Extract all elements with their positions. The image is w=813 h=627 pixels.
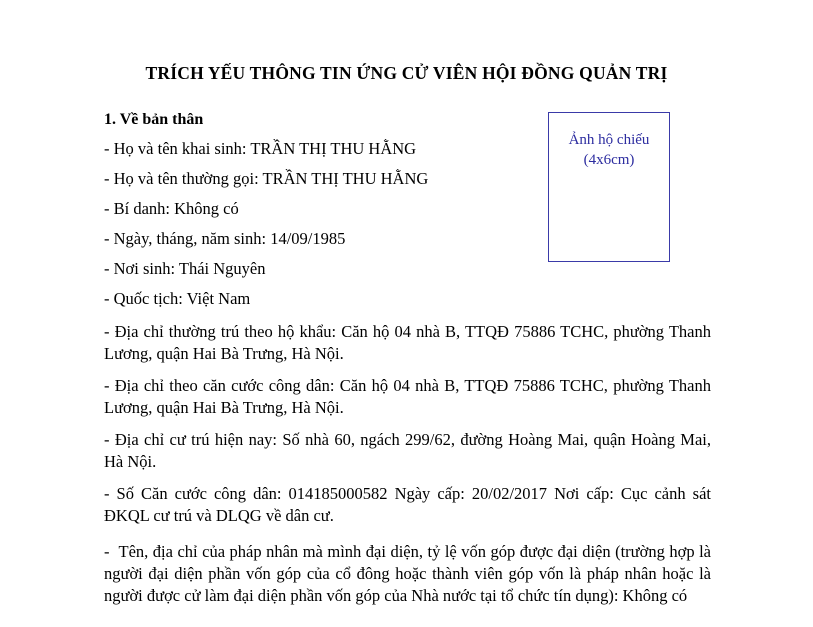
field-representation-statement xyxy=(104,541,711,607)
passport-photo-label-line-2: (4x6cm) xyxy=(583,152,635,168)
field-current-address: - Địa chỉ cư trú hiện nay: Số nhà 60, ngách 299/62, đường Hoàng Mai, quận Hoàng Mai, Hà Nội. xyxy=(104,430,711,471)
field-id-card-details: - Số Căn cước công dân: 014185000582 Ngày cấp: 20/02/2017 Nơi cấp: Cục cảnh sát ĐKQL cư trú và DLQG về dân cư. xyxy=(104,484,711,525)
field-id-card-address: - Địa chỉ theo căn cước công dân: Căn hộ 04 nhà B, TTQĐ 75886 TCHC, phường Thanh Lương, quận Hai Bà Trưng, Hà Nội. xyxy=(104,376,711,417)
passport-photo-label-line-1: Ảnh hộ chiếu xyxy=(568,132,650,148)
field-date-of-birth: - Ngày, tháng, năm sinh: 14/09/1985 xyxy=(104,229,346,248)
section-heading-personal: 1. Về bản thân xyxy=(104,111,204,128)
representation-statement-dash: - xyxy=(104,542,110,561)
document-title: TRÍCH YẾU THÔNG TIN ỨNG CỬ VIÊN HỘI ĐỒNG QUẢN TRỊ xyxy=(145,63,668,83)
field-common-name: - Họ và tên thường gọi: TRẦN THỊ THU HẰNG xyxy=(104,169,429,188)
field-place-of-birth: - Nơi sinh: Thái Nguyên xyxy=(104,259,266,278)
field-nationality: - Quốc tịch: Việt Nam xyxy=(104,289,251,308)
representation-statement-text: Tên, địa chỉ của pháp nhân mà mình đại diện, tỷ lệ vốn góp được đại diện (trường hợp là người đại diện phần vốn góp của cổ đông hoặc thành viên góp vốn là pháp nhân hoặc là người được cử làm đại diện phần vốn góp của Nhà nước tại tổ chức tín dụng): Không có xyxy=(104,542,711,605)
passport-photo-placeholder xyxy=(548,112,670,262)
field-permanent-address: - Địa chỉ thường trú theo hộ khẩu: Căn hộ 04 nhà B, TTQĐ 75886 TCHC, phường Thanh Lương, quận Hai Bà Trưng, Hà Nội. xyxy=(104,322,711,363)
field-birth-name: - Họ và tên khai sinh: TRẦN THỊ THU HẰNG xyxy=(104,139,417,158)
field-alias: - Bí danh: Không có xyxy=(104,199,239,218)
passport-photo-label xyxy=(549,130,669,170)
